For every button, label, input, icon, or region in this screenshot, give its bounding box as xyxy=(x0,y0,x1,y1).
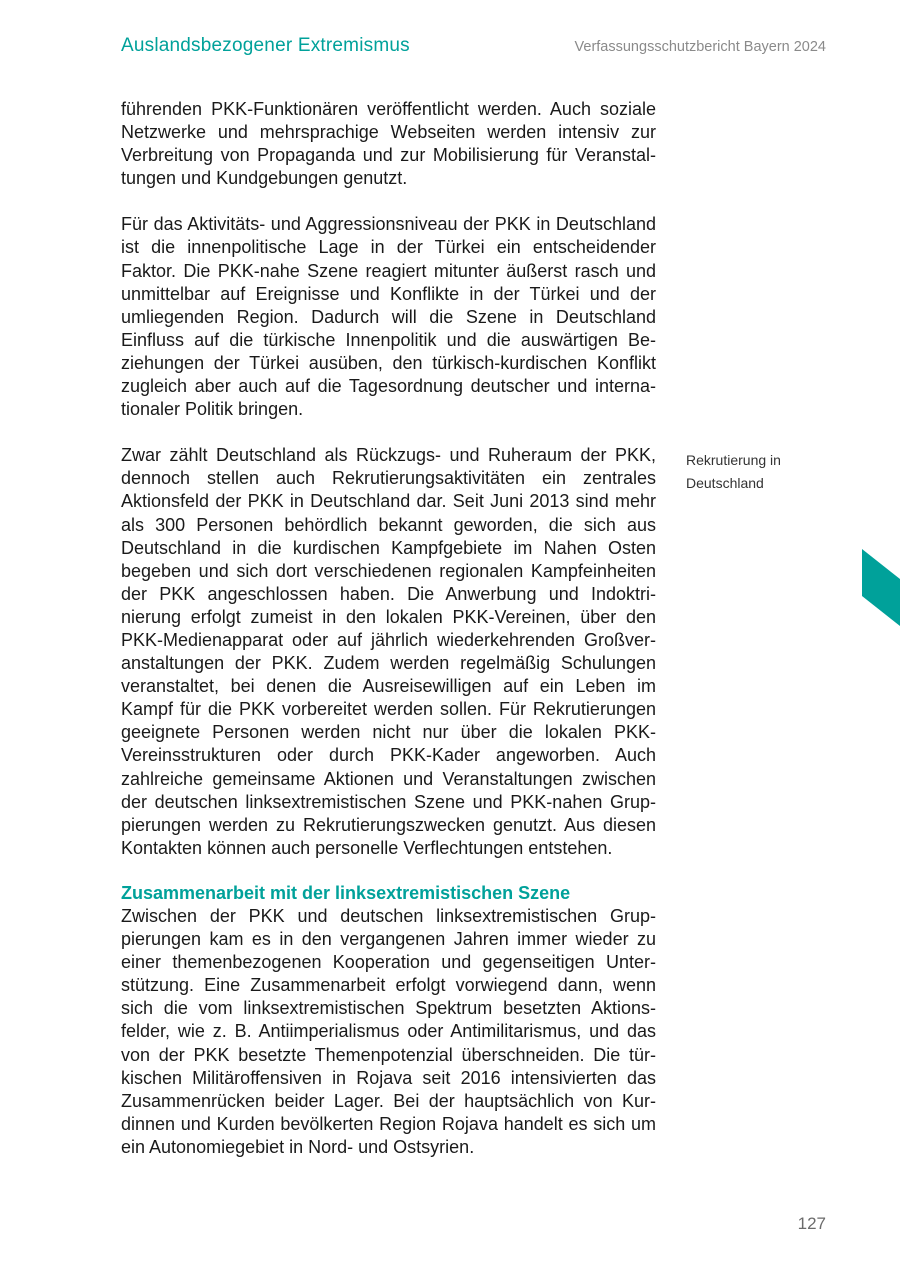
margin-note xyxy=(686,449,826,495)
margin-note-line: Rekrutierung in xyxy=(686,452,781,468)
paragraph: Zwischen der PKK und deutschen linksextremistischen Gruppierungen kam es in den vergangenen Jahren immer wieder zu einer themenbezogenen Kooperation und gegenseitigen Unterstützung. Eine Zusammenarbeit erfolgt vorwiegend dann, wenn sich die vom linksextremistischen Spektrum besetzten Aktionsfelder, wie z. B. Antiimperialismus oder Antimilitarismus, und das von der PKK besetzte Themenpotenzial überschneiden. Die türkischen Militäroffensiven in Rojava seit 2016 intensivierten das Zusammenrücken beider Lager. Bei der hauptsächlich von Kurdinnen und Kurden bevölkerten Region Rojava handelt es sich um ein Autonomiegebiet in Nord- und Ostsyrien. xyxy=(121,906,656,1157)
main-text xyxy=(121,98,656,1159)
chapter-tab-shape xyxy=(862,549,900,626)
paragraph: führenden PKK-Funktionären veröffentlicht werden. Auch soziale Netzwerke und mehrsprachige Webseiten werden intensiv zur Verbreitung von Propaganda und zur Mobilisierung für Veranstaltungen und Kundgebungen genutzt. xyxy=(121,99,656,189)
report-title: Verfassungsschutzbericht Bayern 2024 xyxy=(574,39,826,55)
chapter-tab-marker xyxy=(862,549,900,626)
section-heading: Zusammenarbeit mit der linksextremistischen Szene xyxy=(121,882,571,903)
paragraph: Zwar zählt Deutschland als Rückzugs- und Ruheraum der PKK, dennoch stellen auch Rekrutierungsaktivitäten ein zentrales Aktionsfeld der PKK in Deutschland dar. Seit Juni 2013 sind mehr als 300 Personen behördlich bekannt geworden, die sich aus Deutschland in die kurdischen Kampfgebiete im Nahen Osten begeben und sich dort verschiedenen regionalen Kampfeinheiten der PKK angeschlossen haben. Die Anwerbung und Indoktrinierung erfolgt zumeist in den lokalen PKK-Vereinen, über den PKK-Medienapparat oder auf jährlich wiederkehrenden Großveranstaltungen der PKK. Zudem werden regelmäßig Schulungen veranstaltet, bei denen die Ausreisewilligen auf ein Leben im Kampf für die PKK vorbereitet werden sollen. Für Rekrutierungen geeignete Personen werden nicht nur über die lokalen PKK-Vereinsstrukturen oder durch PKK-Kader angeworben. Auch zahlreiche gemeinsame Aktionen und Veranstaltungen zwischen der deutschen linksextremistischen Szene und PKK-nahen Gruppierungen werden zu Rekrutierungszwecken genutzt. Aus diesen Kontakten können auch personelle Verflechtungen entstehen. xyxy=(121,445,656,858)
margin-note-line: Deutschland xyxy=(686,475,764,491)
section-title: Auslandsbezogener Extremismus xyxy=(121,35,410,56)
page-number: 127 xyxy=(797,1214,826,1233)
paragraph: Für das Aktivitäts- und Aggressionsniveau der PKK in Deutschland ist die innenpolitische Lage in der Türkei ein entscheidender Faktor. Die PKK-nahe Szene reagiert mitunter äußerst rasch und unmittelbar auf Ereignisse und Konflikte in der Türkei und der umliegenden Region. Dadurch will die Szene in Deutschland Einfluss auf die türkische Innenpolitik und die auswärtigen Beziehungen der Türkei ausüben, den türkisch-kurdischen Konflikt zugleich aber auch auf die Tagesordnung deutscher und internationaler Politik bringen. xyxy=(121,214,656,420)
